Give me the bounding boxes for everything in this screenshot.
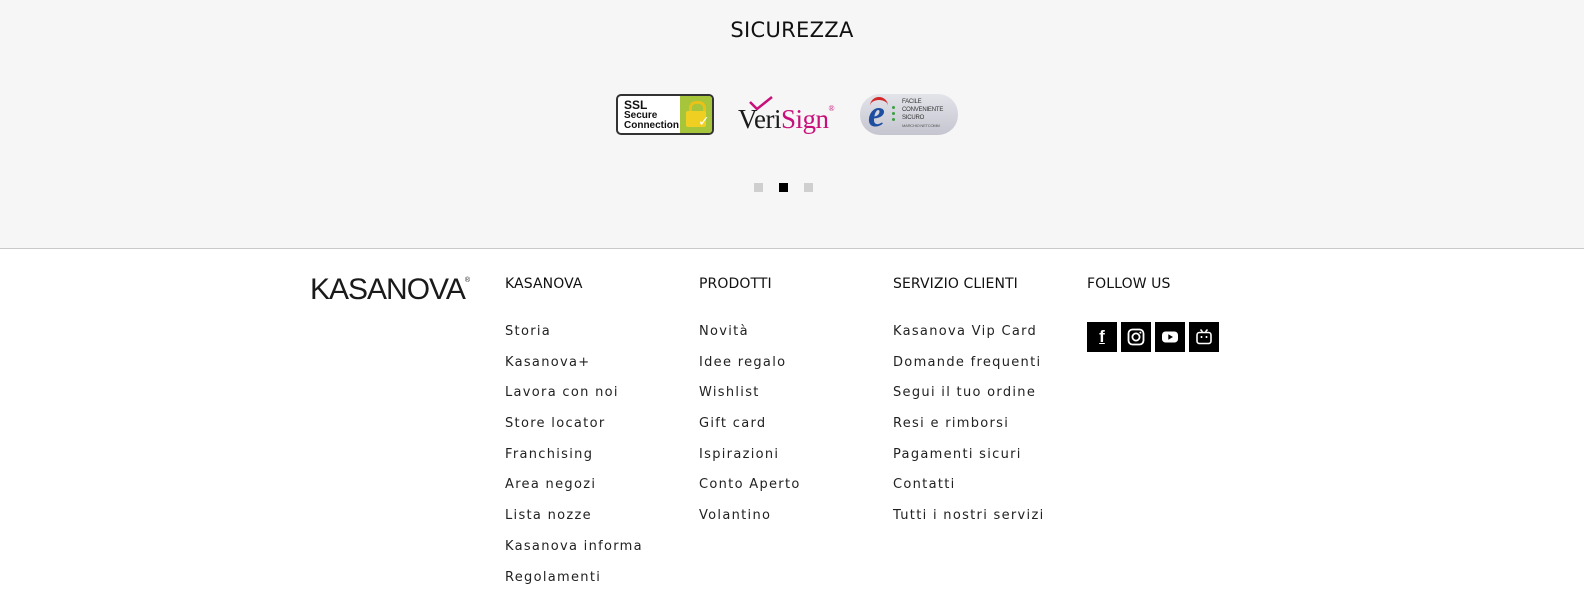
footer-link-conto-aperto[interactable]: Conto Aperto (699, 477, 801, 493)
footer-link-pagamenti-sicuri[interactable]: Pagamenti sicuri (893, 446, 1022, 462)
ssl-secure-badge (616, 94, 714, 135)
footer-link-volantino[interactable]: Volantino (699, 508, 772, 524)
column-title: KASANOVA (505, 276, 583, 292)
footer-column-servizio-clienti (893, 276, 1045, 524)
link-list (893, 324, 1045, 539)
footer-link-lista-nozze[interactable]: Lista nozze (505, 508, 592, 524)
footer-column-follow-us (1087, 276, 1171, 346)
footer-link-segui-ordine[interactable]: Segui il tuo ordine (893, 385, 1037, 401)
ecommerce-trust-badge (860, 94, 958, 135)
column-title: PRODOTTI (699, 276, 772, 292)
carousel-dot-3[interactable] (804, 183, 813, 192)
verisign-text-b: Sign (780, 104, 829, 134)
footer-column-kasanova (505, 276, 643, 585)
footer-link-novita[interactable]: Novità (699, 324, 749, 339)
ecom-line3: SICURO (902, 115, 925, 121)
ecom-line1: FACILE (902, 99, 922, 105)
footer-link-ispirazioni[interactable]: Ispirazioni (699, 446, 780, 462)
footer-link-vip-card[interactable]: Kasanova Vip Card (893, 324, 1038, 339)
footer-link-domande-frequenti[interactable]: Domande frequenti (893, 354, 1042, 370)
lock-icon: ✓ (680, 96, 712, 133)
ssl-line2: Secure (624, 110, 658, 121)
ecom-small: MARCHIO NETCOMM (902, 123, 940, 128)
youtube-icon[interactable] (1155, 322, 1185, 352)
footer-link-franchising[interactable]: Franchising (505, 446, 594, 462)
column-title: SERVIZIO CLIENTI (893, 276, 1018, 292)
ssl-line1: SSL (624, 98, 648, 112)
kasanova-logo[interactable] (310, 273, 470, 307)
stars-icon (892, 103, 898, 123)
footer-link-kasanova-informa[interactable]: Kasanova informa (505, 538, 643, 554)
link-list (505, 324, 643, 600)
bilibili-icon[interactable] (1189, 322, 1219, 352)
footer-link-resi-rimborsi[interactable]: Resi e rimborsi (893, 416, 1010, 432)
ecommerce-e-icon: e (868, 93, 885, 135)
carousel-dot-1[interactable] (754, 183, 763, 192)
carousel-dot-2[interactable] (779, 183, 788, 192)
column-title: FOLLOW US (1087, 276, 1171, 292)
brand-registered-mark: ® (464, 277, 471, 284)
facebook-icon[interactable]: f (1087, 322, 1117, 352)
ssl-line3: Connection (624, 120, 679, 131)
ecommerce-badge-text (902, 98, 943, 130)
footer-link-contatti[interactable]: Contatti (893, 477, 956, 493)
link-list (699, 324, 801, 539)
footer-link-area-negozi[interactable]: Area negozi (505, 477, 597, 493)
verisign-text-a: Veri (738, 104, 781, 134)
footer-link-kasanova-plus[interactable]: Kasanova+ (505, 354, 591, 370)
security-title: SICUREZZA (730, 18, 854, 42)
footer-column-prodotti (699, 276, 801, 524)
footer-link-regolamenti[interactable]: Regolamenti (505, 569, 602, 585)
verisign-badge (738, 100, 842, 132)
ssl-badge-text (624, 99, 679, 131)
instagram-icon[interactable] (1121, 322, 1151, 352)
footer-link-storia[interactable]: Storia (505, 324, 552, 339)
verisign-registered-mark: ® (828, 104, 835, 113)
footer-link-gift-card[interactable]: Gift card (699, 416, 767, 432)
footer-link-tutti-servizi[interactable]: Tutti i nostri servizi (893, 508, 1045, 524)
footer-link-idee-regalo[interactable]: Idee regalo (699, 354, 787, 370)
footer-link-lavora-con-noi[interactable]: Lavora con noi (505, 385, 619, 401)
security-section (0, 0, 1584, 249)
footer-link-store-locator[interactable]: Store locator (505, 416, 606, 432)
brand-name: KASANOVA (310, 273, 465, 306)
ecom-line2: CONVENIENTE (902, 107, 944, 113)
verisign-wordmark (738, 104, 834, 135)
footer-link-wishlist[interactable]: Wishlist (699, 385, 760, 401)
